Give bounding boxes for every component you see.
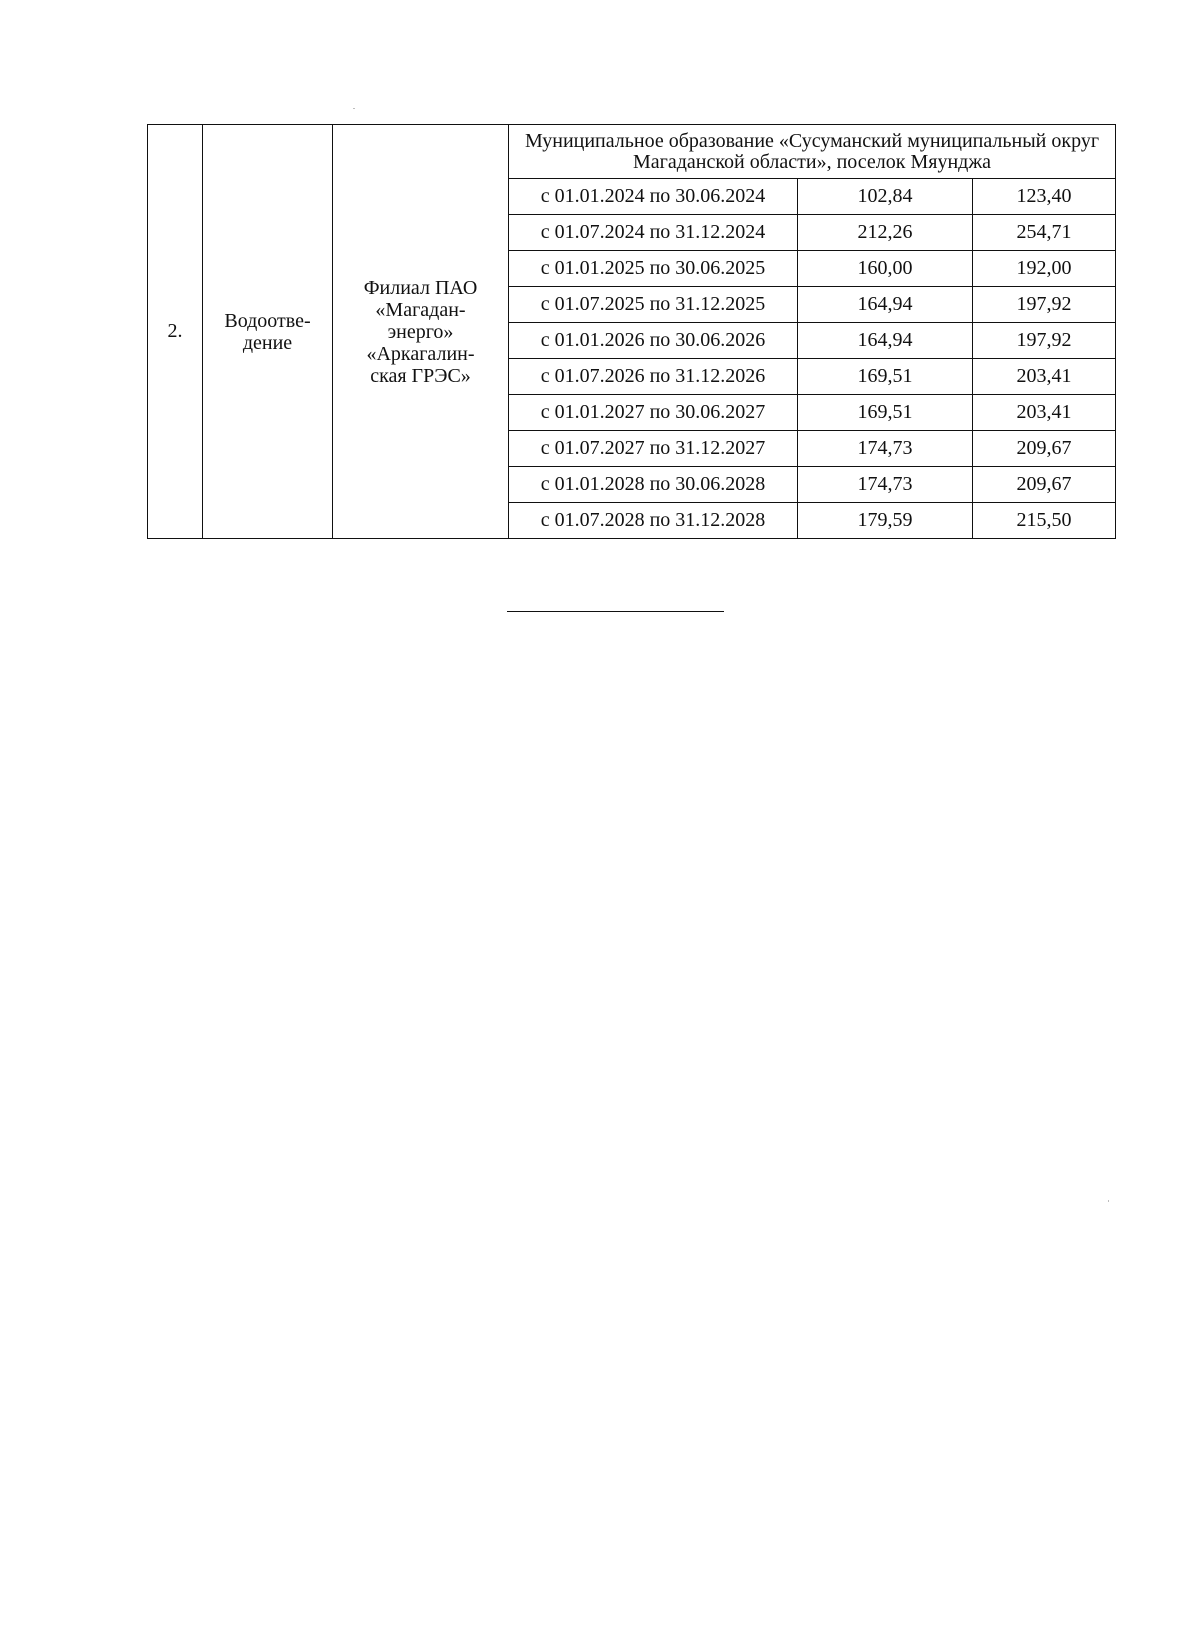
period-cell: с 01.01.2027 по 30.06.2027 — [509, 395, 798, 431]
tariff-2-cell: 209,67 — [973, 467, 1116, 503]
tariff-1-cell: 212,26 — [798, 215, 973, 251]
tariff-1-cell: 164,94 — [798, 323, 973, 359]
period-cell: с 01.07.2025 по 31.12.2025 — [509, 287, 798, 323]
period-cell: с 01.07.2027 по 31.12.2027 — [509, 431, 798, 467]
organization-cell — [333, 125, 509, 539]
tariff-1-cell: 164,94 — [798, 287, 973, 323]
tariff-1-cell: 169,51 — [798, 359, 973, 395]
tariff-2-cell: 215,50 — [973, 503, 1116, 539]
tariff-1-cell: 174,73 — [798, 467, 973, 503]
tariff-1-cell: 169,51 — [798, 395, 973, 431]
tariff-1-cell: 174,73 — [798, 431, 973, 467]
period-cell: с 01.01.2028 по 30.06.2028 — [509, 467, 798, 503]
scan-speck — [1108, 1200, 1109, 1202]
table-row — [148, 125, 1116, 179]
row-number: 2. — [148, 125, 203, 539]
tariff-1-cell: 179,59 — [798, 503, 973, 539]
tariff-2-cell: 209,67 — [973, 431, 1116, 467]
tariff-2-cell: 123,40 — [973, 179, 1116, 215]
tariff-2-cell: 197,92 — [973, 287, 1116, 323]
organization-name: Филиал ПАО «Магадан- энерго» «Аркагалин- ская ГРЭС» — [363, 276, 478, 387]
service-cell — [203, 125, 333, 539]
period-cell: с 01.07.2028 по 31.12.2028 — [509, 503, 798, 539]
tariff-2-cell: 203,41 — [973, 359, 1116, 395]
period-cell: с 01.07.2026 по 31.12.2026 — [509, 359, 798, 395]
tariff-2-cell: 254,71 — [973, 215, 1116, 251]
period-cell: с 01.01.2024 по 30.06.2024 — [509, 179, 798, 215]
tariff-2-cell: 192,00 — [973, 251, 1116, 287]
period-cell: с 01.01.2026 по 30.06.2026 — [509, 323, 798, 359]
period-cell: с 01.07.2024 по 31.12.2024 — [509, 215, 798, 251]
tariff-2-cell: 203,41 — [973, 395, 1116, 431]
service-name: Водоотве- дение — [224, 309, 311, 354]
tariff-2-cell: 197,92 — [973, 323, 1116, 359]
period-cell: с 01.01.2025 по 30.06.2025 — [509, 251, 798, 287]
tariff-table — [147, 124, 1116, 539]
tariff-1-cell: 102,84 — [798, 179, 973, 215]
scan-speck — [353, 108, 355, 109]
end-divider-line — [507, 611, 724, 612]
municipality-header: Муниципальное образование «Сусуманский муниципальный округ Магаданской области», поселок Мяунджа — [509, 125, 1116, 179]
tariff-1-cell: 160,00 — [798, 251, 973, 287]
